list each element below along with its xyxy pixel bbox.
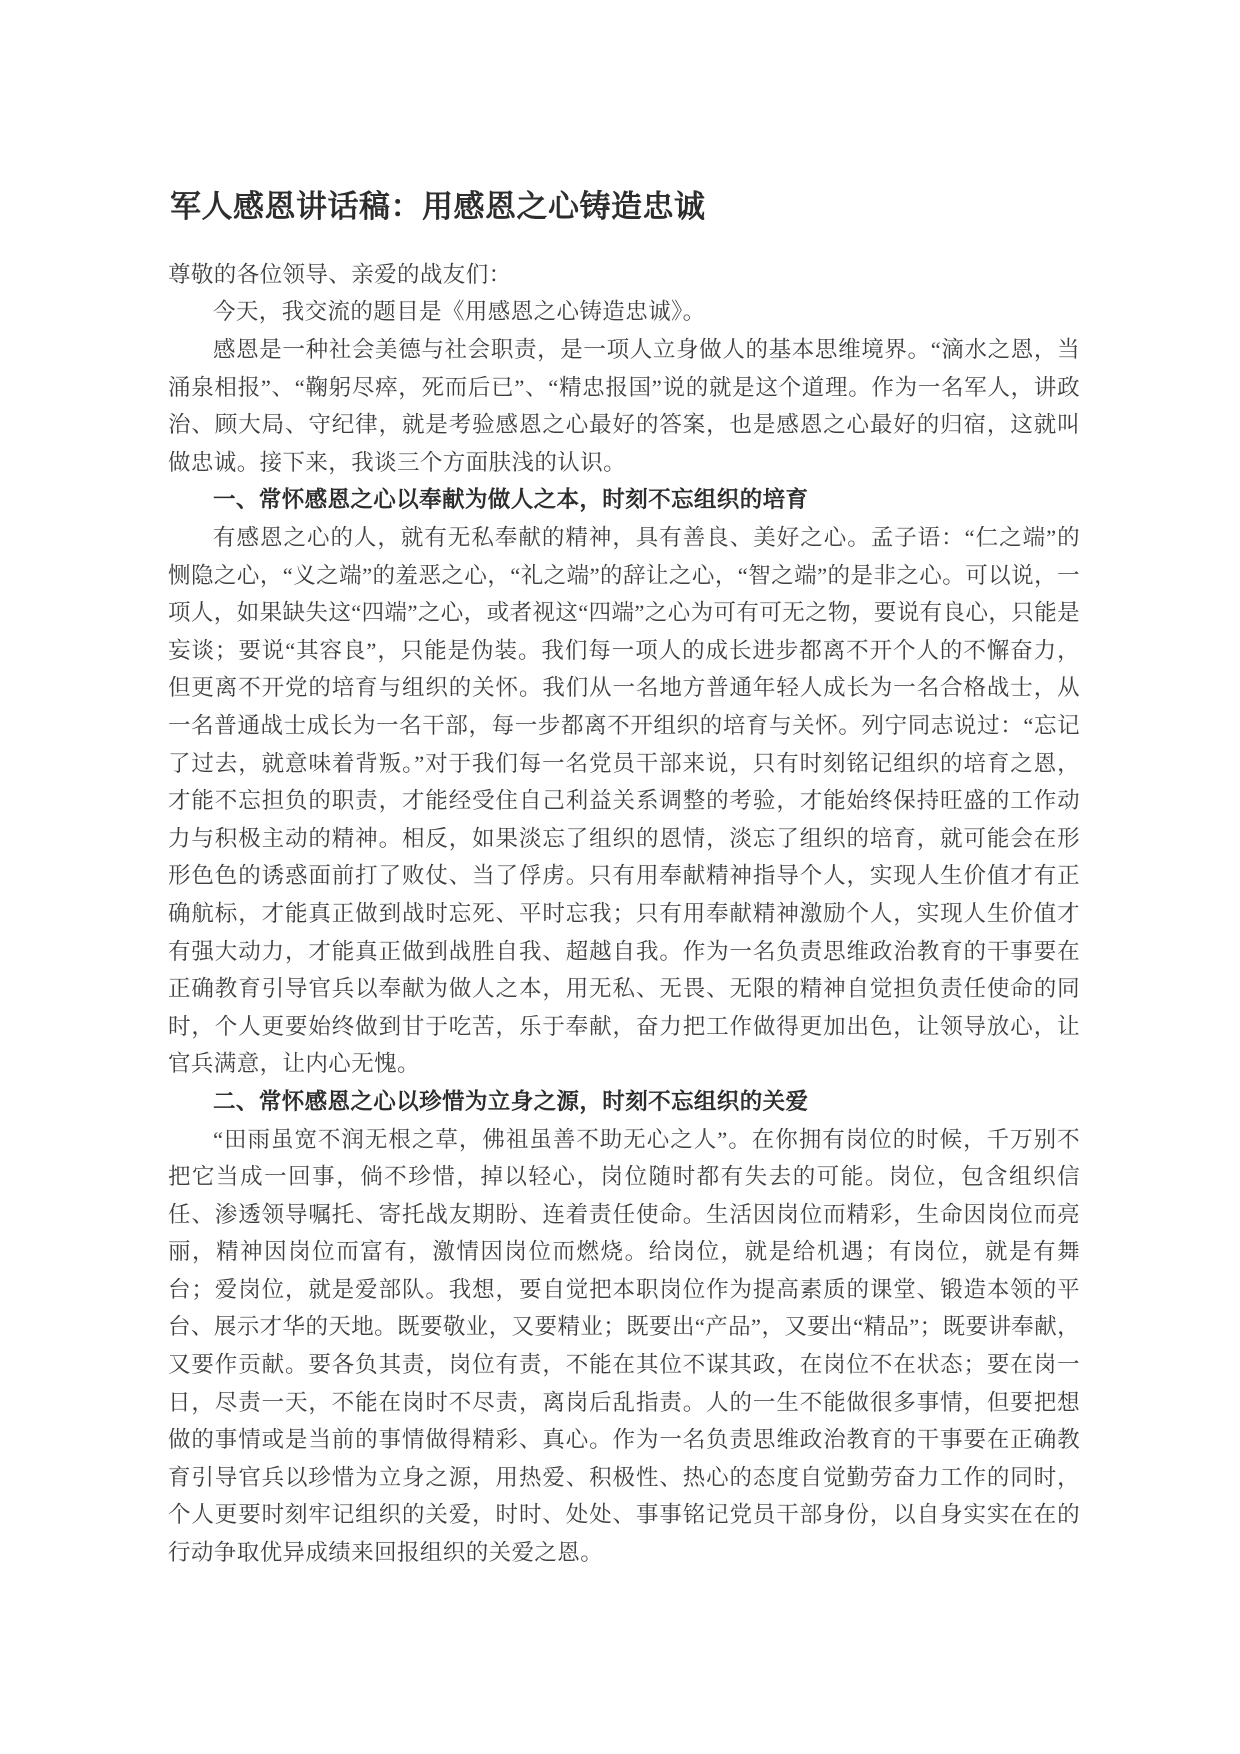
section-heading-2: 二、常怀感恩之心以珍惜为立身之源，时刻不忘组织的关爱: [213, 1088, 809, 1114]
section-heading-1: 一、常怀感恩之心以奉献为做人之本，时刻不忘组织的培育: [213, 487, 809, 513]
salutation-line: 尊敬的各位领导、亲爱的战友们：: [168, 261, 512, 287]
section-1-paragraph: 有感恩之心的人，就有无私奉献的精神，具有善良、美好之心。孟子语：“仁之端”的恻隐之心，“义之端”的羞恶之心，“礼之端”的辞让之心，“智之端”的是非之心。可以说，一项人，如果缺失这“四端”之心，或者视这“四端”之心为可有可无之物，要说有良心，只能是妄谈；要说“其容良”，只能是伪装。我们每一项人的成长进步都离不开个人的不懈奋力，但更离不开党的培育与组织的关怀。我们从一名地方普通年轻人成长为一名合格战士，从一名普通战士成长为一名干部，每一步都离不开组织的培育与关怀。列宁同志说过：“忘记了过去，就意味着背叛。”对于我们每一名党员干部来说，只有时刻铭记组织的培育之恩，才能不忘担负的职责，才能经受住自己利益关系调整的考验，才能始终保持旺盛的工作动力与积极主动的精神。相反，如果淡忘了组织的恩情，淡忘了组织的培育，就可能会在形形色色的诱惑面前打了败仗、当了俘虏。只有用奉献精神指导个人，实现人生价值才有正确航标，才能真正做到战时忘死、平时忘我；只有用奉献精神激励个人，实现人生价值才有强大动力，才能真正做到战胜自我、超越自我。作为一名负责思维政治教育的干事要在正确教育引导官兵以奉献为做人之本，用无私、无畏、无限的精神自觉担负责任使命的同时，个人更要始终做到甘于吃苦，乐于奉献，奋力把工作做得更加出色，让领导放心，让官兵满意，让内心无愧。: [168, 525, 1080, 1077]
section-2-paragraph: “田雨虽宽不润无根之草，佛祖虽善不助无心之人”。在你拥有岗位的时候，千万别不把它当成一回事，倘不珍惜，掉以轻心，岗位随时都有失去的可能。岗位，包含组织信任、渗透领导嘱托、寄托战友期盼、连着责任使命。生活因岗位而精彩，生命因岗位而亮丽，精神因岗位而富有，激情因岗位而燃烧。给岗位，就是给机遇；有岗位，就是有舞台；爱岗位，就是爱部队。我想，要自觉把本职岗位作为提高素质的课堂、锻造本领的平台、展示才华的天地。既要敬业，又要精业；既要出“产品”，又要出“精品”；既要讲奉献，又要作贡献。要各负其责，岗位有责，不能在其位不谋其政，在岗位不在状态；要在岗一日，尽责一天，不能在岗时不尽责，离岗后乱指责。人的一生不能做很多事情，但要把想做的事情或是当前的事情做得精彩、真心。作为一名负责思维政治教育的干事要在正确教育引导官兵以珍惜为立身之源，用热爱、积极性、热心的态度自觉勤劳奋力工作的同时，个人更要时刻牢记组织的关爱，时时、处处、事事铭记党员干部身份，以自身实实在在的行动争取优异成绩来回报组织的关爱之恩。: [168, 1126, 1080, 1566]
opening-paragraph: 感恩是一种社会美德与社会职责，是一项人立身做人的基本思维境界。“滴水之恩，当涌泉相报”、“鞠躬尽瘁，死而后已”、“精忠报国”说的就是这个道理。作为一名军人，讲政治、顾大局、守纪律，就是考验感恩之心最好的答案，也是感恩之心最好的归宿，这就叫做忠诚。接下来，我谈三个方面肤浅的认识。: [168, 337, 1080, 475]
page-title: 军人感恩讲话稿：用感恩之心铸造忠诚: [170, 189, 706, 224]
intro-paragraph: 今天，我交流的题目是《用感恩之心铸造忠诚》。: [213, 299, 706, 325]
